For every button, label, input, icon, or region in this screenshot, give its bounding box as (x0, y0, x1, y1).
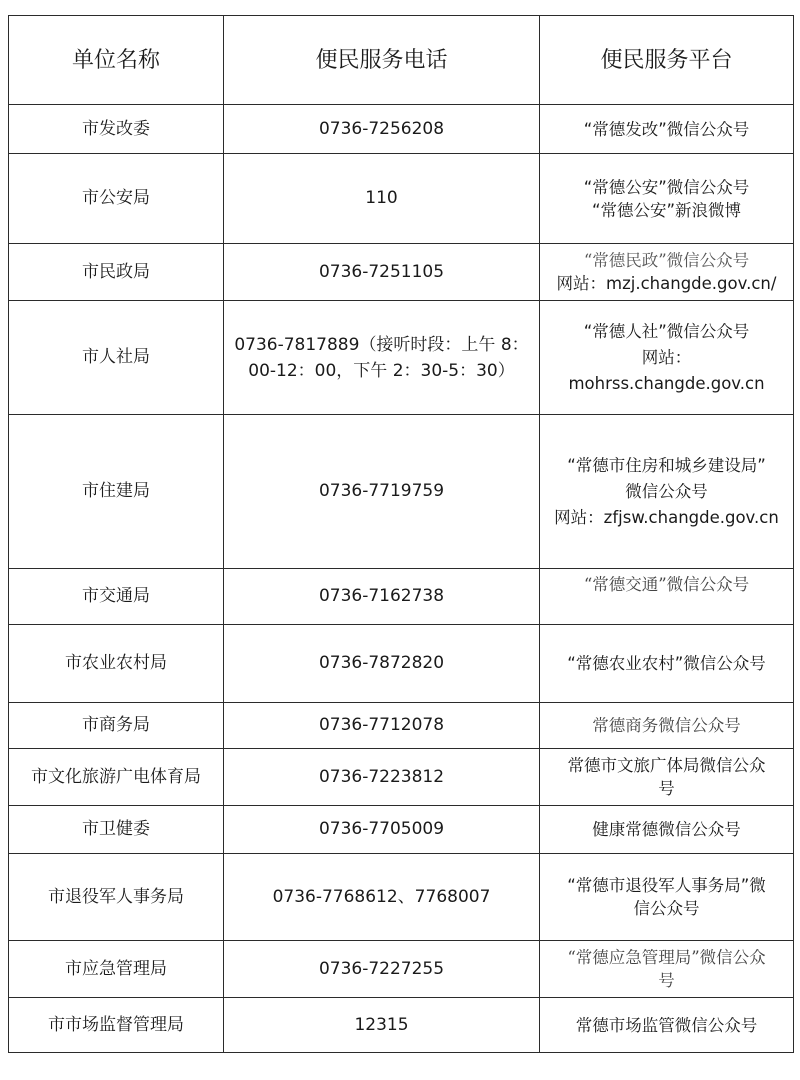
unit-cell: 市应急管理局 (9, 941, 224, 998)
unit-cell: 市文化旅游广电体育局 (9, 749, 224, 806)
header-unit-name: 单位名称 (9, 16, 224, 105)
phone-cell: 0736-7227255 (224, 941, 540, 998)
unit-cell: 市退役军人事务局 (9, 854, 224, 941)
unit-cell: 市公安局 (9, 154, 224, 244)
phone-cell: 0736-7872820 (224, 625, 540, 703)
platform-cell: “常德公安”微信公众号 “常德公安”新浪微博 (540, 154, 794, 244)
phone-cell: 0736-7719759 (224, 415, 540, 569)
table-row (9, 625, 794, 703)
unit-cell: 市卫健委 (9, 806, 224, 854)
unit-cell: 市交通局 (9, 569, 224, 625)
platform-cell: “常德发改”微信公众号 (540, 105, 794, 154)
phone-cell: 0736-7256208 (224, 105, 540, 154)
unit-cell: 市农业农村局 (9, 625, 224, 703)
table-row (9, 854, 794, 941)
header-row (9, 16, 794, 105)
table-row (9, 569, 794, 625)
unit-cell: 市商务局 (9, 703, 224, 749)
platform-cell: “常德市住房和城乡建设局” 微信公众号 网站：zfjsw.changde.gov.cn (540, 415, 794, 569)
header-service-phone: 便民服务电话 (224, 16, 540, 105)
table-row (9, 998, 794, 1053)
table-row (9, 941, 794, 998)
unit-cell: 市住建局 (9, 415, 224, 569)
table-row (9, 301, 794, 415)
phone-cell: 0736-7817889（接听时段：上午 8： 00-12：00，下午 2：30-5：30） (224, 301, 540, 415)
phone-cell: 0736-7162738 (224, 569, 540, 625)
platform-cell: “常德民政”微信公众号 网站：mzj.changde.gov.cn/ (540, 244, 794, 301)
unit-cell: 市人社局 (9, 301, 224, 415)
phone-cell: 0736-7712078 (224, 703, 540, 749)
phone-cell: 110 (224, 154, 540, 244)
table-row (9, 749, 794, 806)
table-row (9, 703, 794, 749)
platform-cell: “常德人社”微信公众号 网站： mohrss.changde.gov.cn (540, 301, 794, 415)
table-row (9, 806, 794, 854)
platform-cell: “常德市退役军人事务局”微 信公众号 (540, 854, 794, 941)
table-row (9, 244, 794, 301)
platform-cell: 常德市场监管微信公众号 (540, 998, 794, 1053)
platform-cell: 健康常德微信公众号 (540, 806, 794, 854)
platform-cell: 常德市文旅广体局微信公众 号 (540, 749, 794, 806)
header-service-platform: 便民服务平台 (540, 16, 794, 105)
unit-cell: 市民政局 (9, 244, 224, 301)
table-row (9, 415, 794, 569)
phone-cell: 12315 (224, 998, 540, 1053)
phone-cell: 0736-7705009 (224, 806, 540, 854)
unit-cell: 市市场监督管理局 (9, 998, 224, 1053)
phone-cell: 0736-7251105 (224, 244, 540, 301)
phone-cell: 0736-7223812 (224, 749, 540, 806)
platform-cell: “常德农业农村”微信公众号 (540, 625, 794, 703)
platform-cell: “常德应急管理局”微信公众 号 (540, 941, 794, 998)
service-table (8, 15, 794, 1053)
platform-cell: “常德交通”微信公众号 (540, 569, 794, 625)
table-row (9, 105, 794, 154)
platform-cell: 常德商务微信公众号 (540, 703, 794, 749)
phone-cell: 0736-7768612、7768007 (224, 854, 540, 941)
unit-cell: 市发改委 (9, 105, 224, 154)
table-row (9, 154, 794, 244)
